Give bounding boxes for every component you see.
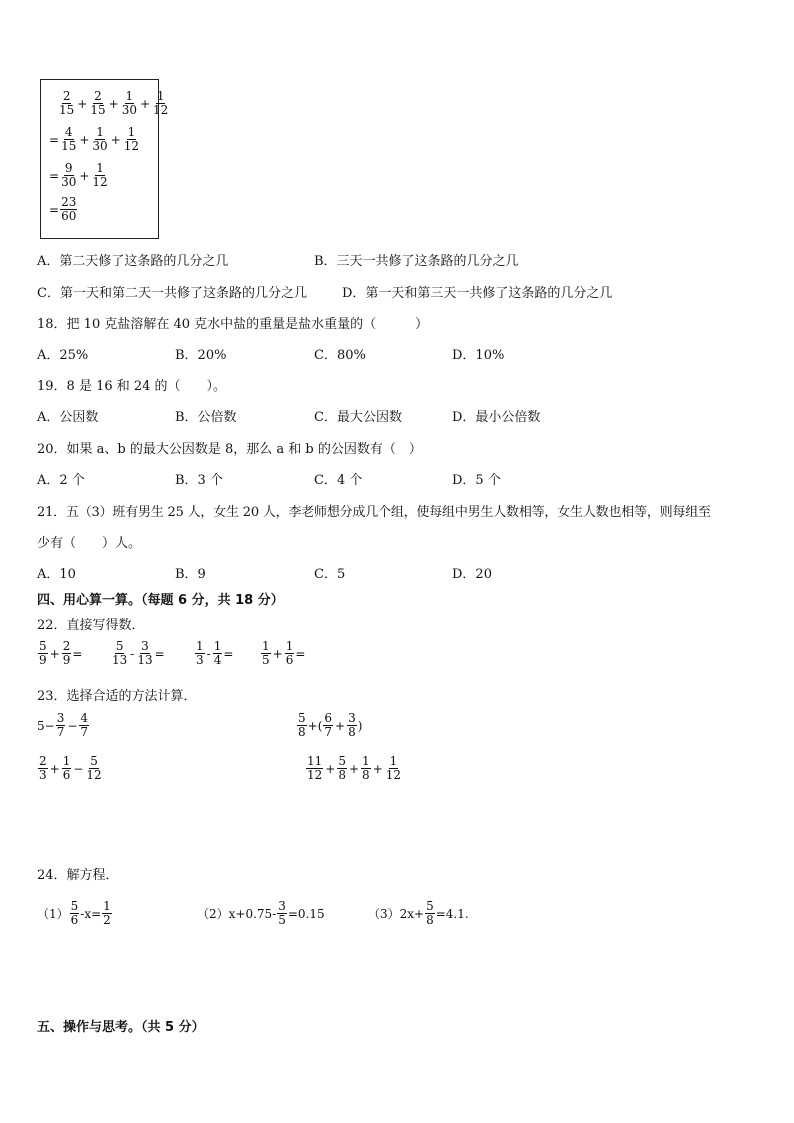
fraction: $\frac{1}{30}$ [92, 125, 108, 153]
q20-option-d: D．5 个 [452, 473, 501, 488]
q19-option-a: A．公因数 [37, 410, 99, 425]
q23-expr-4: $\frac{11}{12}$ + $\frac{5}{8}$ + $\frac{1}{8}$ + $\frac{1}{12}$ [307, 754, 402, 782]
fraction: $\frac{5}{8}$ [298, 711, 306, 739]
q24-equation-2: （2）x+0.75- $\frac{3}{5}$ =0.15 [197, 899, 325, 927]
fraction: $\frac{1}{30}$ [121, 89, 137, 117]
q19-option-c: C．最大公因数 [314, 410, 402, 425]
q18-option-c: C．80% [314, 348, 366, 363]
fraction: $\frac{9}{30}$ [61, 161, 77, 189]
fraction: $\frac{5}{8}$ [426, 899, 434, 927]
fraction: $\frac{1}{2}$ [103, 899, 111, 927]
q20-option-c: C．4 个 [314, 473, 363, 488]
fraction: $\frac{1}{4}$ [213, 639, 222, 667]
q22-item-1: $\frac{5}{9}$ + $\frac{2}{9}$ = [39, 639, 83, 667]
q18-option-b: B．20% [175, 348, 227, 363]
q17-option-c: C．第一天和第二天一共修了这条路的几分之几 [37, 286, 307, 301]
fraction: $\frac{5}{8}$ [338, 754, 346, 782]
q21-stem-line2: 少有（ ）人。 [37, 536, 142, 551]
fraction: $\frac{3}{5}$ [278, 899, 286, 927]
fraction: $\frac{1}{5}$ [262, 639, 270, 667]
section-4-heading: 四、用心算一算。（每题 6 分，共 18 分） [37, 593, 284, 608]
q17-option-b: B．三天一共修了这条路的几分之几 [314, 254, 519, 269]
fraction: $\frac{3}{8}$ [348, 711, 356, 739]
q21-option-b: B．9 [175, 567, 206, 582]
fraction: $\frac{5}{6}$ [70, 899, 79, 927]
fraction: $\frac{4}{15}$ [61, 125, 77, 153]
fraction: $\frac{1}{12}$ [385, 754, 402, 782]
q21-stem-line1: 21．五（3）班有男生 25 人，女生 20 人，李老师想分成几个组，使每组中男生人数相等，女生人数也相等，则每组至 [37, 505, 711, 520]
fraction: $\frac{1}{12}$ [123, 125, 140, 153]
fraction: $\frac{5}{12}$ [86, 754, 102, 782]
q19-option-b: B．公倍数 [175, 410, 237, 425]
q21-option-a: A．10 [37, 567, 76, 582]
q18-stem: 18．把 10 克盐溶解在 40 克水中盐的重量是盐水重量的（ ） [37, 317, 429, 332]
q21-option-d: D．20 [452, 567, 492, 582]
q19-stem: 19．8 是 16 和 24 的（ ）。 [37, 379, 227, 394]
q17-option-a: A．第二天修了这条路的几分之几 [37, 254, 229, 269]
q20-stem: 20．如果 a、b 的最大公因数是 8，那么 a 和 b 的公因数有（ ） [37, 442, 422, 457]
fraction: $\frac{1}{12}$ [92, 161, 108, 189]
fraction: $\frac{5}{9}$ [39, 639, 47, 667]
fraction: $\frac{1}{8}$ [362, 754, 370, 782]
q20-option-b: B．3 个 [175, 473, 223, 488]
fraction: $\frac{2}{15}$ [59, 89, 75, 117]
q18-option-d: D．10% [452, 348, 505, 363]
q19-option-d: D．最小公倍数 [452, 410, 541, 425]
fraction: $\frac{3}{13}$ [137, 639, 153, 667]
calc-line-4: = $\frac{23}{60}$ [49, 195, 77, 223]
q24-equation-1: （1） $\frac{5}{6}$ -x= $\frac{1}{2}$ [37, 899, 111, 927]
q23-expr-3: $\frac{2}{3}$ + $\frac{1}{6}$ − $\frac{5}{12}$ [39, 754, 102, 782]
q22-item-4: $\frac{1}{5}$ + $\frac{1}{6}$ = [262, 639, 306, 667]
fraction: $\frac{4}{7}$ [80, 711, 89, 739]
fraction: $\frac{1}{12}$ [153, 89, 169, 117]
section-5-heading: 五、操作与思考。（共 5 分） [37, 1020, 205, 1035]
q24-stem: 24．解方程． [37, 868, 119, 883]
worked-solution-box [40, 79, 169, 239]
fraction: $\frac{6}{7}$ [324, 711, 333, 739]
q24-equation-3: （3）2x+ $\frac{5}{8}$ =4.1. [368, 899, 469, 927]
fraction: $\frac{5}{13}$ [112, 639, 128, 667]
q23-stem: 23．选择合适的方法计算． [37, 689, 197, 704]
fraction: $\frac{23}{60}$ [61, 195, 77, 223]
q21-option-c: C．5 [314, 567, 346, 582]
calc-line-2: = $\frac{4}{15}$ + $\frac{1}{30}$ + $\frac{1}{12}$ [49, 125, 140, 153]
fraction: $\frac{2}{15}$ [90, 89, 106, 117]
q20-option-a: A．2 个 [37, 473, 85, 488]
fraction: $\frac{1}{6}$ [62, 754, 71, 782]
calc-line-1: $\frac{2}{15}$ + $\frac{2}{15}$ + $\frac{1}{30}$ + $\frac{1}{12}$ [59, 89, 169, 117]
q23-expr-1: 5− $\frac{3}{7}$ − $\frac{4}{7}$ [37, 711, 89, 739]
fraction: $\frac{1}{3}$ [196, 639, 204, 667]
q22-stem: 22．直接写得数． [37, 618, 145, 633]
fraction: $\frac{2}{3}$ [39, 754, 47, 782]
calc-line-3: = $\frac{9}{30}$ + $\frac{1}{12}$ [49, 161, 108, 189]
fraction: $\frac{2}{9}$ [62, 639, 71, 667]
fraction: $\frac{3}{7}$ [56, 711, 65, 739]
q23-expr-2: $\frac{5}{8}$ +( $\frac{6}{7}$ + $\frac{3}{8}$ ) [298, 711, 363, 739]
q22-item-3: $\frac{1}{3}$ - $\frac{1}{4}$ = [196, 639, 234, 667]
q17-option-d: D．第一天和第三天一共修了这条路的几分之几 [342, 286, 613, 301]
q18-option-a: A．25% [37, 348, 89, 363]
q22-item-2: $\frac{5}{13}$ - $\frac{3}{13}$ = [112, 639, 165, 667]
fraction: $\frac{11}{12}$ [307, 754, 323, 782]
fraction: $\frac{1}{6}$ [285, 639, 294, 667]
